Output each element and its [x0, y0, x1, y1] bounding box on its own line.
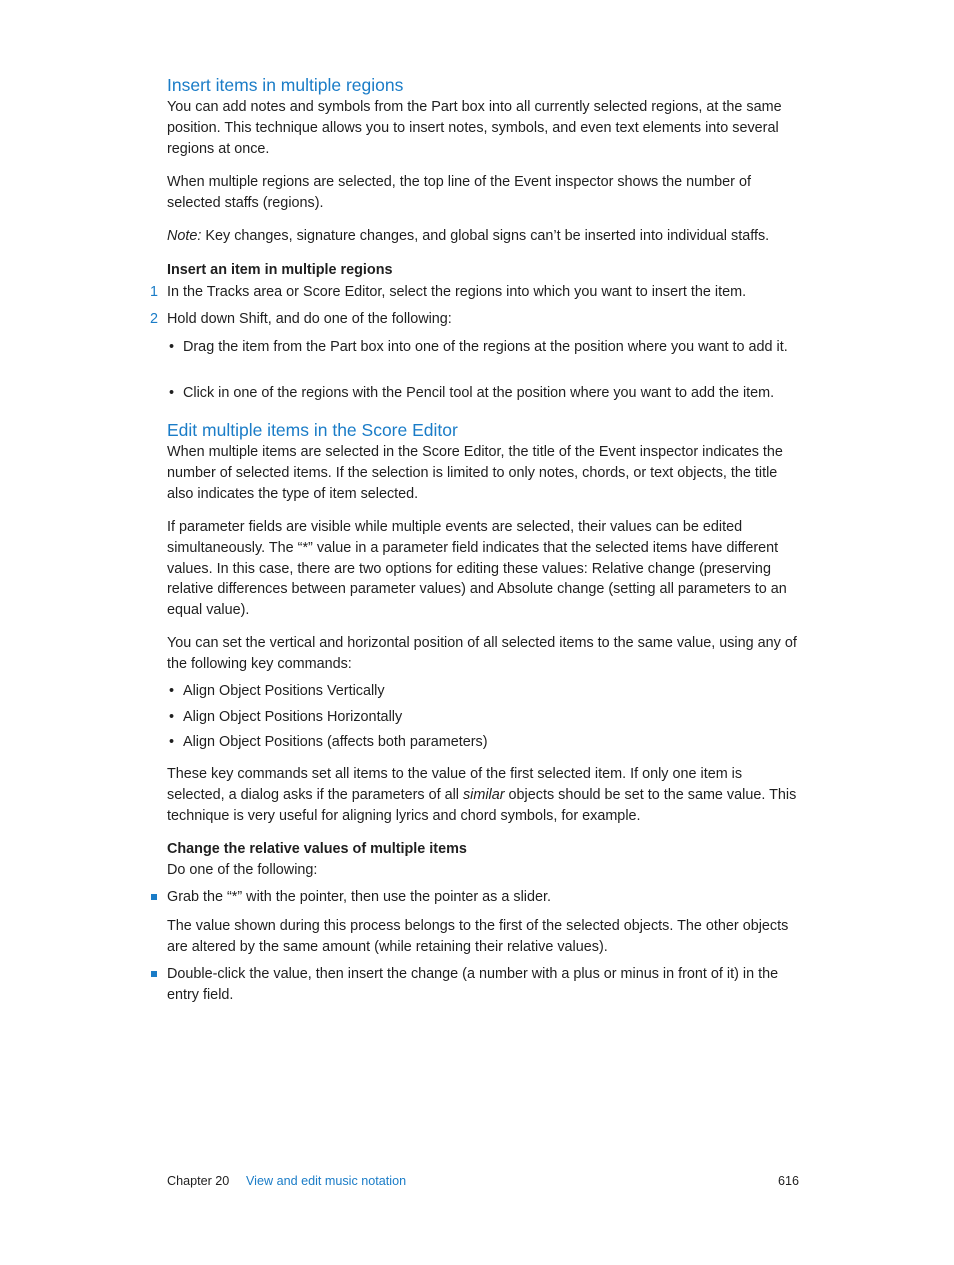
option-detail: The value shown during this process belongs to the first of the selected objects. The other objects are altered by the same amount (while retaining their relative values). [167, 918, 789, 955]
list-item-text: Align Object Positions Horizontally [183, 709, 403, 725]
option-item [167, 887, 799, 908]
task-title: Change the relative values of multiple items [167, 841, 467, 857]
option-item [167, 964, 799, 1006]
paragraph: You can add notes and symbols from the Part box into all currently selected regions, at the same position. This technique allows you to insert notes, symbols, and even text elements into several regions at once. [167, 99, 782, 157]
step-2 [150, 309, 799, 330]
page-number: 616 [777, 1174, 799, 1188]
list-item-text: Click in one of the regions with the Pencil tool at the position where you want to add the item. [183, 385, 775, 401]
bullet-icon: • [169, 734, 175, 750]
paragraph: If parameter fields are visible while multiple events are selected, their values can be edited simultaneously. The “*” value in a parameter field indicates that the selected items have different values. In this case, there are two options for editing these values: Relative change (preserving relative differences between parameter values) and Absolute change (setting all parameters to an equal value). [167, 519, 787, 619]
note-text: Key changes, signature changes, and global signs can’t be inserted into individual staffs. [201, 228, 770, 244]
bullet-icon: • [169, 709, 175, 725]
step-1 [150, 282, 799, 303]
list-item [167, 383, 799, 404]
footer-chapter-link[interactable]: View and edit music notation [246, 1174, 407, 1188]
task-title: Insert an item in multiple regions [167, 262, 393, 278]
paragraph: When multiple items are selected in the Score Editor, the title of the Event inspector indicates the number of selected items. If the selection is limited to only notes, chords, or text objects, the title also indicates the type of item selected. [167, 444, 783, 502]
option-text: Double-click the value, then insert the change (a number with a plus or minus in front of it) in the entry field. [167, 966, 779, 1003]
list-item [167, 707, 799, 728]
step-number: 1 [150, 284, 159, 300]
step-text: In the Tracks area or Score Editor, select the regions into which you want to insert the item. [167, 284, 747, 300]
paragraph-text: objects should be set to the same value. This technique is very useful for aligning lyrics and chord symbols, for example. [167, 786, 797, 824]
step-number: 2 [150, 311, 159, 327]
step-text: Hold down Shift, and do one of the following: [167, 311, 452, 327]
paragraph: When multiple regions are selected, the top line of the Event inspector shows the number of selected staffs (regions). [167, 174, 751, 211]
list-item-text: Align Object Positions (affects both parameters) [183, 734, 488, 750]
square-bullet-icon [151, 971, 157, 977]
list-item [167, 337, 799, 358]
note-paragraph [167, 226, 799, 247]
section-heading-edit-multiple: Edit multiple items in the Score Editor [167, 420, 458, 440]
list-item [167, 681, 799, 702]
bullet-icon: • [169, 385, 175, 401]
bullet-icon: • [169, 683, 175, 699]
list-item-text: Align Object Positions Vertically [183, 683, 385, 699]
paragraph [167, 764, 799, 826]
note-label: Note: [167, 228, 202, 244]
footer-chapter: Chapter 20 [167, 1174, 230, 1188]
bullet-icon: • [169, 339, 175, 355]
list-item [167, 732, 799, 753]
paragraph-text: These key commands set all items to the value of the first selected item. If only one item is selected, a dialog asks if the parameters of all [167, 766, 743, 803]
paragraph: You can set the vertical and horizontal position of all selected items to the same value, using any of the following key commands: [167, 635, 797, 672]
emphasis-text: similar [462, 786, 505, 803]
section-heading-insert-items: Insert items in multiple regions [167, 75, 404, 95]
square-bullet-icon [151, 894, 157, 900]
option-text: Grab the “*” with the pointer, then use the pointer as a slider. [167, 889, 551, 905]
list-item-text: Drag the item from the Part box into one of the regions at the position where you want to add it. [183, 339, 788, 355]
task-intro: Do one of the following: [167, 862, 318, 878]
